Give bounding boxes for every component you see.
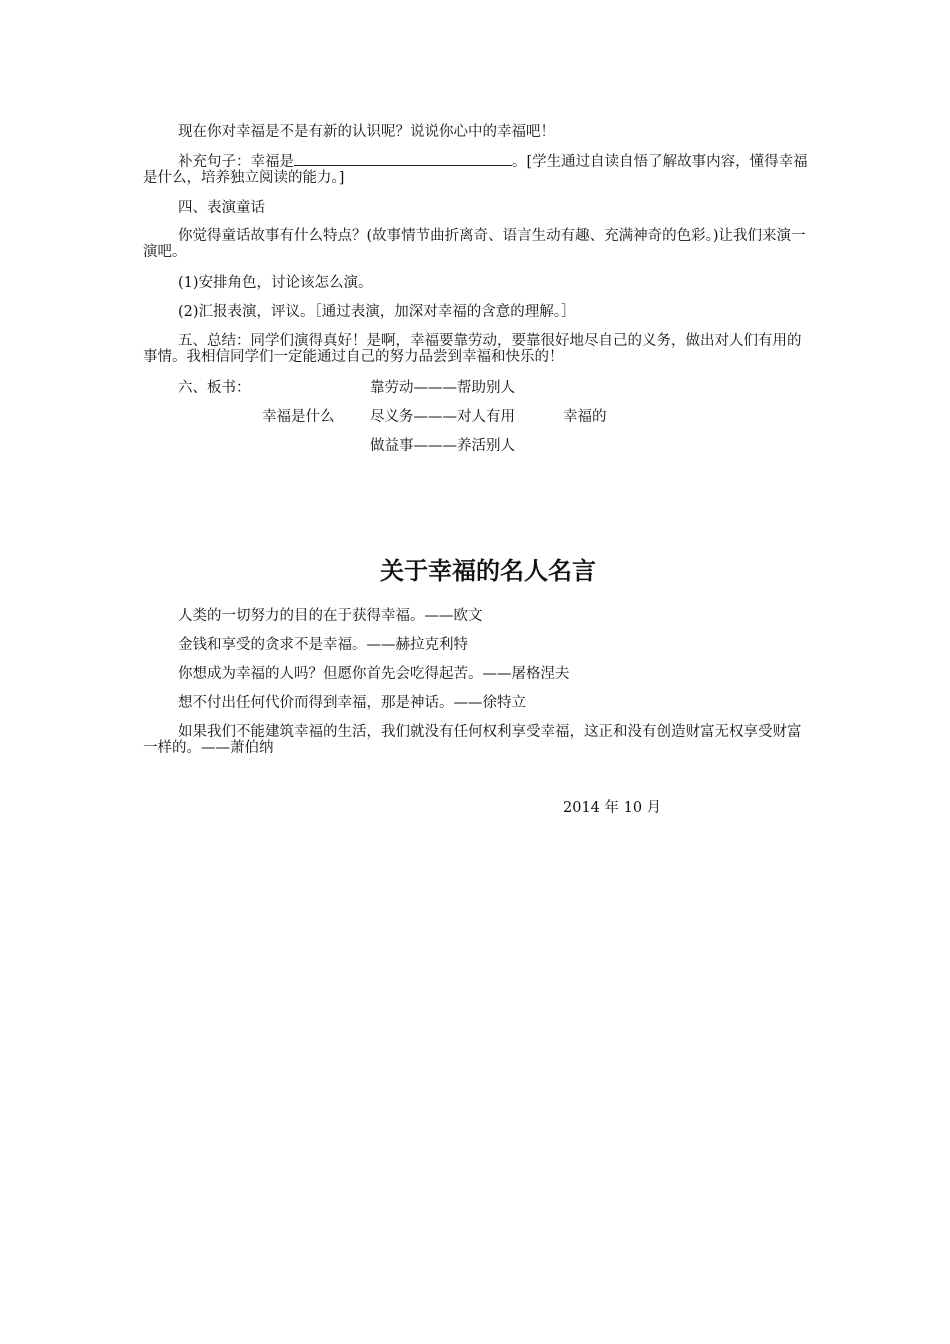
fill-blank	[294, 153, 512, 166]
quotes-title: 关于幸福的名人名言	[380, 557, 596, 585]
board-heading: 六、板书：	[178, 380, 251, 396]
intro-line: 现在你对幸福是不是有新的认识呢？说说你心中的幸福吧！	[178, 124, 555, 140]
board-branch-1: 靠劳动———帮助别人	[370, 380, 515, 396]
section4-question: 你觉得童话故事有什么特点？(故事情节曲折离奇、语言生动有趣、充满神奇的色彩。)让我们来演一演吧。	[143, 228, 806, 260]
board-branch-3: 做益事———养活别人	[370, 438, 515, 454]
section4-step2: (2)汇报表演，评议。［通过表演，加深对幸福的含意的理解。］	[178, 304, 576, 320]
quote-item-long: 如果我们不能建筑幸福的生活，我们就没有任何权利享受幸福，这正和没有创造财富无权享受财富一样的。——萧伯纳	[143, 724, 802, 756]
section5-summary: 五、总结：同学们演得真好！是啊，幸福要靠劳动，要靠很好地尽自己的义务，做出对人们有用的事情。我相信同学们一定能通过自己的努力品尝到幸福和快乐的！	[143, 333, 802, 365]
fill-suffix: 。[学生通过自读自悟了解故事内容，懂得幸福是什么，培养独立阅读的能力。]	[143, 154, 808, 186]
quote-item: 想不付出任何代价而得到幸福，那是神话。——徐特立	[178, 695, 526, 711]
fill-prefix: 补充句子：幸福是	[178, 154, 294, 170]
board-branch-2: 尽义务———对人有用	[370, 409, 515, 425]
section4-step1: (1)安排角色，讨论该怎么演。	[178, 275, 373, 291]
section4-heading: 四、表演童话	[178, 200, 265, 216]
quote-item: 金钱和享受的贪求不是幸福。——赫拉克利特	[178, 637, 468, 653]
fill-sentence	[143, 153, 811, 186]
board-right: 幸福的	[563, 409, 607, 425]
quote-item: 你想成为幸福的人吗？但愿你首先会吃得起苦。——屠格涅夫	[178, 666, 570, 682]
document-date: 2014 年 10 月	[563, 800, 662, 816]
board-center: 幸福是什么	[262, 409, 335, 425]
quote-item: 人类的一切努力的目的在于获得幸福。——欧文	[178, 608, 483, 624]
